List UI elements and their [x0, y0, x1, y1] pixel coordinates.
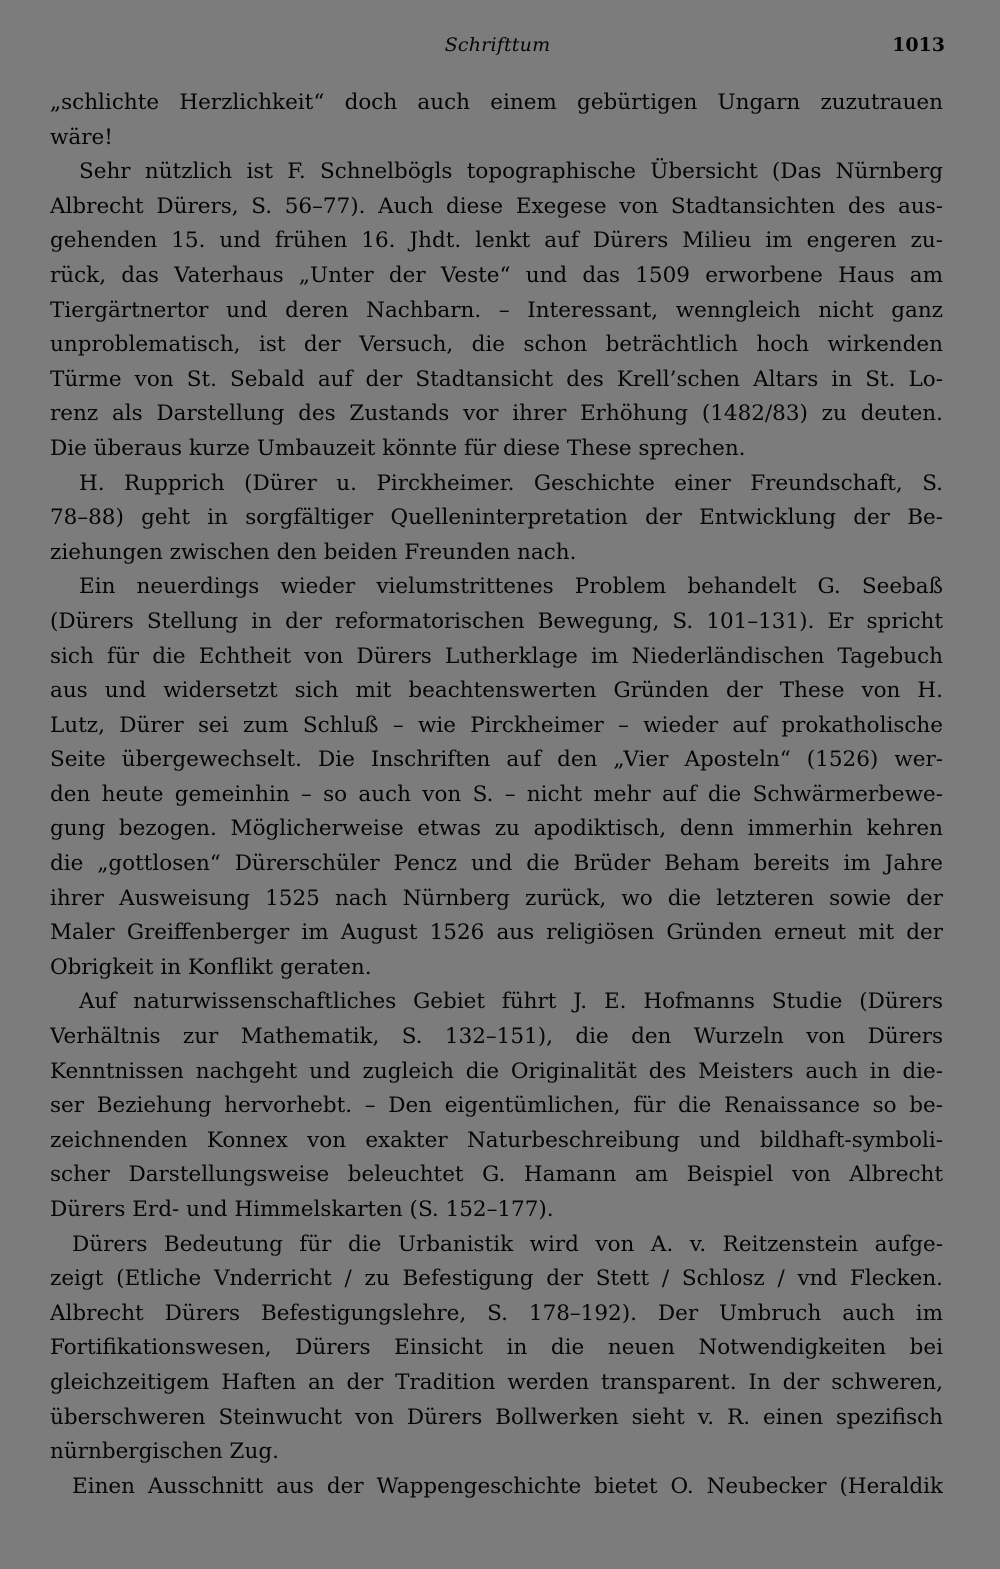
text-line: sich für die Echtheit von Dürers Lutherklage im Niederländischen Tagebuch — [50, 643, 943, 669]
text-line: 78–88) geht in sorgfältiger Quelleninterpretation der Entwicklung der Be- — [50, 505, 943, 531]
text-line: überschweren Steinwucht von Dürers Bollwerken sieht v. R. einen spezifisch — [50, 1404, 943, 1430]
text-line: Türme von St. Sebald auf der Stadtansicht des Krell’schen Altars in St. Lo- — [50, 366, 943, 392]
text-line: Auf naturwissenschaftliches Gebiet führt J. E. Hofmanns Studie (Dürers — [79, 989, 943, 1015]
text-line: „schlichte Herzlichkeit“ doch auch einem gebürtigen Ungarn zuzutrauen — [50, 90, 943, 115]
running-head — [50, 34, 945, 62]
text-line: gung bezogen. Möglicherweise etwas zu apodiktisch, denn immerhin kehren — [50, 816, 943, 842]
text-line: Kenntnissen nachgeht und zugleich die Originalität des Meisters auch in die- — [50, 1058, 943, 1084]
text-line: Einen Ausschnitt aus der Wappengeschichte bietet O. Neubecker (Heraldik — [72, 1473, 943, 1499]
text-line: aus und widersetzt sich mit beachtenswerten Gründen der These von H. — [50, 678, 943, 704]
text-line: Die überaus kurze Umbauzeit könnte für diese These sprechen. — [50, 435, 746, 461]
text-line: ihrer Ausweisung 1525 nach Nürnberg zurück, wo die letzteren sowie der — [50, 885, 943, 911]
text-line: ziehungen zwischen den beiden Freunden nach. — [50, 539, 577, 565]
text-line: Seite übergewechselt. Die Inschriften auf den „Vier Aposteln“ (1526) wer- — [50, 747, 943, 773]
text-line: ser Beziehung hervorhebt. – Den eigentümlichen, für die Renaissance so be- — [50, 1093, 943, 1119]
text-line: Fortifikationswesen, Dürers Einsicht in die neuen Notwendigkeiten bei — [50, 1335, 943, 1361]
text-line: H. Rupprich (Dürer u. Pirckheimer. Geschichte einer Freundschaft, S. — [79, 470, 943, 496]
text-line: Tiergärtnertor und deren Nachbarn. – Interessant, wenngleich nicht ganz — [50, 297, 943, 323]
text-line: Dürers Erd- und Himmelskarten (S. 152–177). — [50, 1197, 554, 1222]
body-text — [50, 86, 943, 1504]
text-line: Albrecht Dürers Befestigungslehre, S. 178–192). Der Umbruch auch im — [50, 1300, 943, 1326]
text-line: unproblematisch, ist der Versuch, die schon beträchtlich hoch wirkenden — [50, 332, 943, 358]
running-title: Schrifttum — [444, 34, 551, 56]
text-line: den heute gemeinhin – so auch von S. – nicht mehr auf die Schwärmerbewe- — [50, 781, 943, 807]
text-line: Obrigkeit in Konflikt geraten. — [50, 954, 372, 980]
text-line: zeichnenden Konnex von exakter Naturbeschreibung und bildhaft-symboli- — [50, 1127, 943, 1153]
text-line: (Dürers Stellung in der reformatorischen Bewegung, S. 101–131). Er spricht — [50, 608, 943, 634]
text-line: rück, das Vaterhaus „Unter der Veste“ und das 1509 erworbene Haus am — [50, 262, 943, 288]
text-line: Albrecht Dürers, S. 56–77). Auch diese Exegese von Stadtansichten des aus- — [50, 193, 943, 219]
page-number: 1013 — [892, 34, 945, 56]
text-line: gehenden 15. und frühen 16. Jhdt. lenkt auf Dürers Milieu im engeren zu- — [50, 228, 943, 254]
text-line: Dürers Bedeutung für die Urbanistik wird von A. v. Reitzenstein aufge- — [72, 1231, 943, 1257]
text-line: wäre! — [50, 124, 113, 150]
text-line: Ein neuerdings wieder vielumstrittenes Problem behandelt G. Seebaß — [79, 574, 943, 600]
text-line: Verhältnis zur Mathematik, S. 132–151), die den Wurzeln von Dürers — [50, 1024, 943, 1050]
text-line: die „gottlosen“ Dürerschüler Pencz und die Brüder Beham bereits im Jahre — [50, 851, 943, 877]
text-line: Maler Greiffenberger im August 1526 aus religiösen Gründen erneut mit der — [50, 920, 943, 946]
text-line: Lutz, Dürer sei zum Schluß – wie Pirckheimer – wieder auf prokatholische — [50, 712, 943, 738]
text-line: renz als Darstellung des Zustands vor ihrer Erhöhung (1482/83) zu deuten. — [50, 401, 943, 427]
text-line: scher Darstellungsweise beleuchtet G. Hamann am Beispiel von Albrecht — [50, 1162, 943, 1188]
text-line: nürnbergischen Zug. — [50, 1439, 279, 1465]
text-line: zeigt (Etliche Vnderricht / zu Befestigung der Stett / Schlosz / vnd Flecken. — [50, 1266, 943, 1292]
text-line: Sehr nützlich ist F. Schnelbögls topographische Übersicht (Das Nürnberg — [79, 159, 943, 185]
text-line: gleichzeitigem Haften an der Tradition werden transparent. In der schweren, — [50, 1369, 943, 1395]
